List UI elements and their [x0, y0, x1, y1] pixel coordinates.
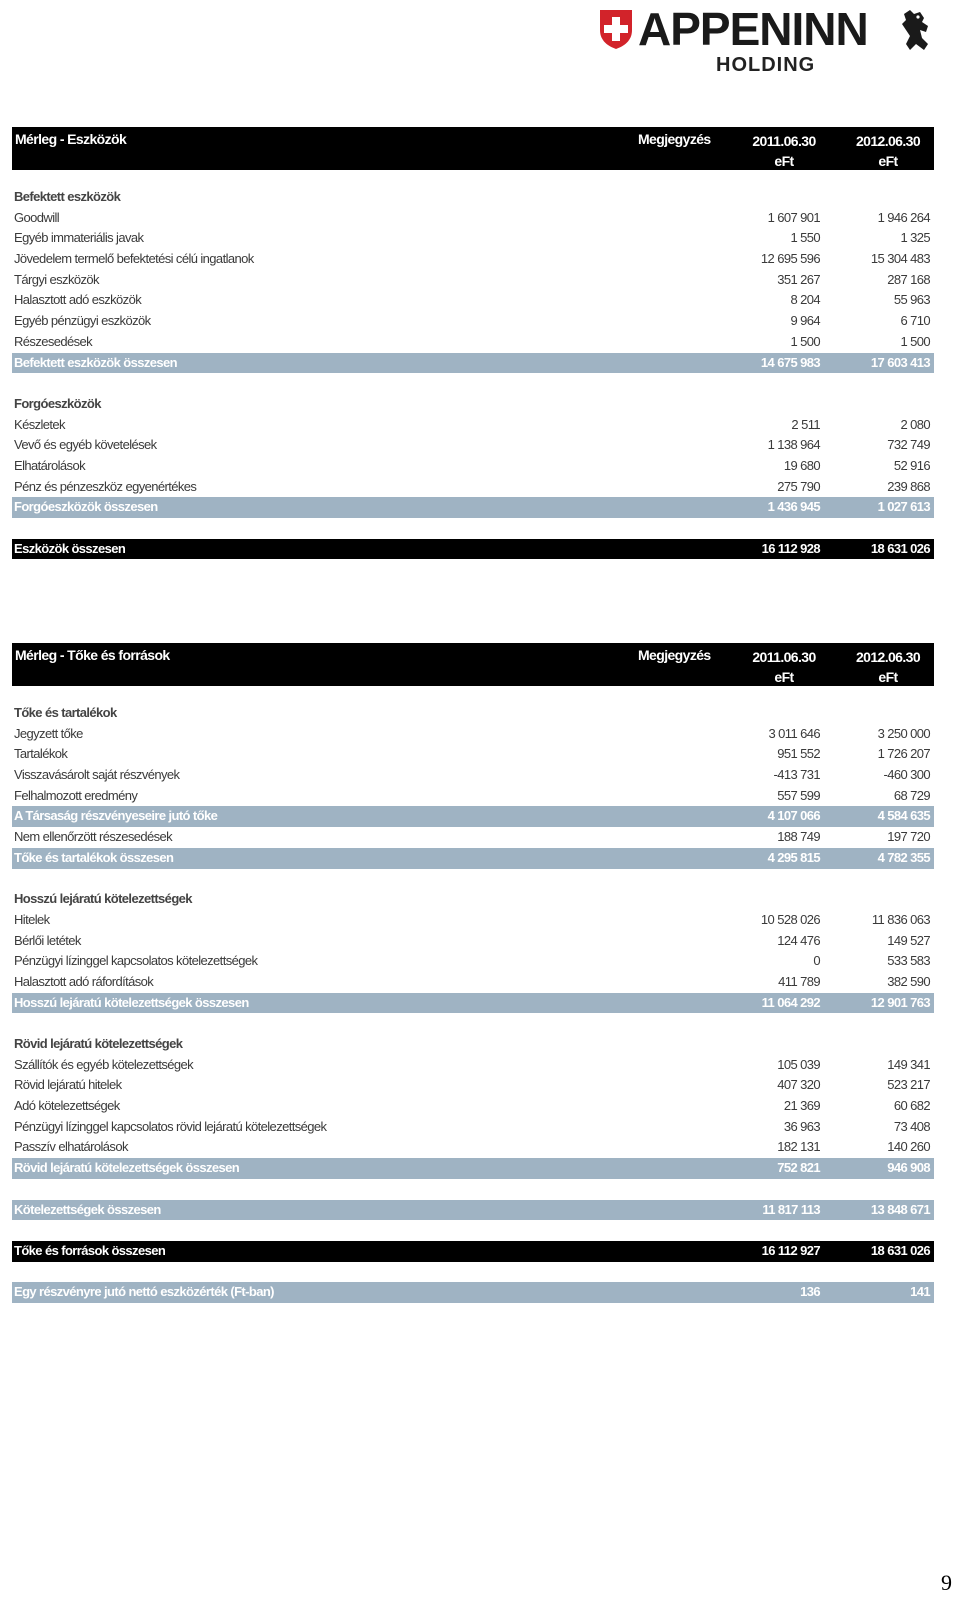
- value-2012: 52 916: [893, 457, 930, 473]
- row-label: Jegyzett tőke: [14, 725, 83, 741]
- liabilities-header: [12, 643, 934, 686]
- row-label: Tőke és tartalékok: [14, 705, 117, 720]
- row-label: Egy részvényre jutó nettó eszközérték (Ft-ban): [14, 1284, 274, 1300]
- value-2011: -413 731: [773, 767, 820, 783]
- row-label: Eszközök összesen: [14, 540, 126, 556]
- assets-title: Mérleg - Eszközök: [15, 131, 127, 147]
- row-label: Forgóeszközök összesen: [14, 499, 158, 515]
- row-label: Befektett eszközök összesen: [14, 354, 177, 370]
- row-label: Részesedések: [14, 333, 93, 349]
- value-2011: 16 112 927: [761, 1242, 820, 1258]
- subsection-heading: [12, 889, 934, 910]
- row-label: Halasztott adó ráfordítások: [14, 973, 154, 989]
- value-2012: 4 584 635: [877, 808, 930, 824]
- value-2011: 275 790: [777, 478, 820, 494]
- row-label: Tőke és tartalékok összesen: [14, 849, 174, 865]
- row-label: Jövedelem termelő befektetési célú ingatlanok: [14, 251, 254, 267]
- value-2012: 73 408: [893, 1118, 930, 1134]
- value-2012: 15 304 483: [870, 251, 930, 267]
- row-label: Tőke és források összesen: [14, 1242, 166, 1258]
- table-row: [12, 456, 934, 477]
- table-row: [12, 332, 934, 353]
- row-label: Tárgyi eszközök: [14, 271, 99, 287]
- table-row: [12, 228, 934, 249]
- balance-sheet-assets: [12, 127, 934, 559]
- table-row: [12, 249, 934, 270]
- table-row: [12, 415, 934, 436]
- row-label: Pénzügyi lízinggel kapcsolatos rövid lejáratú kötelezettségek: [14, 1118, 327, 1134]
- table-row: [12, 951, 934, 972]
- value-2012: 140 260: [887, 1139, 930, 1155]
- subtotal-row: [12, 806, 934, 827]
- row-spacer: [12, 373, 934, 394]
- value-2011: 136: [800, 1284, 820, 1300]
- value-2011: 411 789: [778, 973, 820, 989]
- row-label: Hosszú lejáratú kötelezettségek összesen: [14, 994, 249, 1010]
- value-2011: 21 369: [783, 1098, 820, 1114]
- row-label: Adó kötelezettségek: [14, 1098, 120, 1114]
- value-2012: 6 710: [900, 313, 930, 329]
- company-logo: [598, 3, 938, 78]
- column-2011-header: 2011.06.30 eFt: [752, 133, 816, 169]
- logo-wordmark: APPENINN: [638, 3, 868, 55]
- subtotal-row: [12, 848, 934, 869]
- subtotal-row: [12, 497, 934, 518]
- row-spacer: [12, 518, 934, 539]
- value-2011: 1 138 964: [767, 437, 820, 453]
- value-2011: 1 500: [790, 333, 820, 349]
- table-row: [12, 765, 934, 786]
- value-2011: 3 011 646: [768, 725, 820, 741]
- value-2011: 752 821: [777, 1160, 820, 1176]
- note-column-header: Megjegyzés: [638, 647, 711, 663]
- row-spacer: [12, 869, 934, 890]
- row-label: Visszavásárolt saját részvények: [14, 767, 180, 783]
- row-label: A Társaság részvényeseire jutó tőke: [14, 808, 218, 824]
- value-2012: 1 027 613: [877, 499, 930, 515]
- value-2012: 1 946 264: [877, 209, 930, 225]
- value-2011: 9 964: [790, 313, 820, 329]
- value-2012: 18 631 026: [870, 540, 930, 556]
- row-label: Hosszú lejáratú kötelezettségek: [14, 891, 192, 907]
- row-label: Rövid lejáratú kötelezettségek: [14, 1036, 183, 1051]
- row-label: Szállítók és egyéb kötelezettségek: [14, 1056, 194, 1072]
- value-2012: -460 300: [883, 767, 930, 783]
- value-2012: 523 217: [887, 1077, 930, 1093]
- subsection-heading: [12, 703, 934, 724]
- value-2012: 2 080: [900, 416, 930, 432]
- column-2012-header: 2012.06.30 eFt: [855, 133, 921, 169]
- value-2012: 68 729: [893, 787, 930, 803]
- value-2011: 0: [813, 953, 820, 969]
- value-2012: 239 868: [887, 478, 930, 494]
- column-2011-header: 2011.06.30 eFt: [752, 649, 816, 685]
- row-label: Nem ellenőrzött részesedések: [14, 829, 173, 845]
- row-label: Egyéb immateriális javak: [14, 230, 144, 246]
- grand-total-row: [12, 539, 934, 560]
- value-2012: 149 527: [887, 932, 930, 948]
- value-2011: 4 295 815: [767, 849, 820, 865]
- value-2012: 55 963: [893, 292, 930, 308]
- value-2012: 60 682: [893, 1098, 930, 1114]
- row-label: Befektett eszközök: [14, 189, 121, 204]
- value-2012: 946 908: [887, 1160, 930, 1176]
- row-label: Pénzügyi lízinggel kapcsolatos kötelezettségek: [14, 953, 258, 969]
- value-2011: 951 552: [777, 746, 820, 762]
- subtotal-row: [12, 1158, 934, 1179]
- value-2011: 407 320: [777, 1077, 820, 1093]
- subtotal-row: [12, 1282, 934, 1303]
- value-2012: 149 341: [887, 1056, 930, 1072]
- value-2011: 1 607 901: [767, 209, 820, 225]
- table-row: [12, 786, 934, 807]
- row-label: Kötelezettségek összesen: [14, 1201, 161, 1217]
- table-row: [12, 311, 934, 332]
- value-2012: 1 500: [900, 333, 930, 349]
- row-label: Felhalmozott eredmény: [14, 787, 138, 803]
- value-2011: 10 528 026: [760, 911, 820, 927]
- table-row: [12, 208, 934, 229]
- table-row: [12, 931, 934, 952]
- value-2011: 124 476: [777, 932, 820, 948]
- row-spacer: [12, 1220, 934, 1241]
- value-2012: 3 250 000: [877, 725, 930, 741]
- row-label: Passzív elhatárolások: [14, 1139, 128, 1155]
- table-row: [12, 972, 934, 993]
- table-row: [12, 1075, 934, 1096]
- table-row: [12, 1137, 934, 1158]
- table-row: [12, 477, 934, 498]
- value-2011: 16 112 928: [761, 540, 820, 556]
- value-2012: 11 836 063: [871, 911, 930, 927]
- row-label: Egyéb pénzügyi eszközök: [14, 313, 151, 329]
- value-2012: 1 325: [900, 230, 930, 246]
- row-label: Hitelek: [14, 911, 50, 927]
- row-label: Pénz és pénzeszköz egyenértékes: [14, 478, 197, 494]
- row-spacer: [12, 1179, 934, 1200]
- subsection-heading: [12, 187, 934, 208]
- value-2012: 12 901 763: [870, 994, 930, 1010]
- table-row: [12, 744, 934, 765]
- row-label: Rövid lejáratú kötelezettségek összesen: [14, 1160, 240, 1176]
- value-2011: 8 204: [790, 292, 820, 308]
- table-row: [12, 1096, 934, 1117]
- value-2012: 17 603 413: [870, 354, 930, 370]
- row-spacer: [12, 1262, 934, 1283]
- subsection-heading: [12, 1034, 934, 1055]
- assets-rows: [12, 187, 934, 559]
- table-row: [12, 290, 934, 311]
- value-2011: 12 695 596: [760, 251, 820, 267]
- value-2012: 287 168: [887, 271, 930, 287]
- table-row: [12, 724, 934, 745]
- logo-subtitle: HOLDING: [716, 54, 816, 76]
- value-2011: 4 107 066: [767, 808, 820, 824]
- note-column-header: Megjegyzés: [638, 131, 711, 147]
- row-label: Forgóeszközök: [14, 395, 101, 411]
- table-row: [12, 827, 934, 848]
- grand-total-row: [12, 1241, 934, 1262]
- value-2011: 1 436 945: [767, 499, 820, 515]
- row-spacer: [12, 1013, 934, 1034]
- balance-sheet-equity-liabilities: [12, 643, 934, 1303]
- value-2012: 4 782 355: [877, 849, 930, 865]
- value-2011: 14 675 983: [760, 354, 820, 370]
- value-2011: 11 064 292: [761, 994, 820, 1010]
- table-row: [12, 270, 934, 291]
- value-2011: 351 267: [777, 271, 820, 287]
- value-2011: 11 817 113: [762, 1201, 820, 1217]
- bear-crest-icon: [898, 8, 932, 52]
- table-row: [12, 1117, 934, 1138]
- liabilities-title: Mérleg - Tőke és források: [15, 647, 170, 663]
- value-2011: 1 550: [790, 230, 820, 246]
- row-label: Elhatárolások: [14, 457, 85, 473]
- row-label: Bérlői letétek: [14, 932, 81, 948]
- row-label: Készletek: [14, 416, 65, 432]
- row-label: Tartalékok: [14, 746, 68, 762]
- assets-header: [12, 127, 934, 170]
- value-2012: 13 848 671: [870, 1201, 930, 1217]
- table-row: [12, 910, 934, 931]
- subsection-heading: [12, 394, 934, 415]
- subtotal-row: [12, 1200, 934, 1221]
- value-2012: 197 720: [887, 829, 930, 845]
- row-label: Goodwill: [14, 209, 60, 225]
- value-2012: 141: [910, 1284, 930, 1300]
- swiss-cross-shield-icon: [598, 8, 634, 50]
- liabilities-rows: [12, 703, 934, 1303]
- value-2011: 36 963: [783, 1118, 820, 1134]
- value-2012: 382 590: [887, 973, 930, 989]
- table-row: [12, 1055, 934, 1076]
- value-2012: 732 749: [887, 437, 930, 453]
- value-2012: 1 726 207: [877, 746, 930, 762]
- row-label: Rövid lejáratú hitelek: [14, 1077, 122, 1093]
- value-2012: 533 583: [887, 953, 930, 969]
- subtotal-row: [12, 353, 934, 374]
- row-label: Vevő és egyéb követelések: [14, 437, 157, 453]
- value-2011: 2 511: [791, 416, 820, 432]
- value-2011: 182 131: [777, 1139, 820, 1155]
- value-2011: 19 680: [783, 457, 820, 473]
- value-2011: 105 039: [777, 1056, 820, 1072]
- row-label: Halasztott adó eszközök: [14, 292, 142, 308]
- page-number: 9: [941, 1570, 952, 1595]
- subtotal-row: [12, 993, 934, 1014]
- column-2012-header: 2012.06.30 eFt: [855, 649, 921, 685]
- table-row: [12, 435, 934, 456]
- value-2011: 188 749: [777, 829, 820, 845]
- value-2011: 557 599: [777, 787, 820, 803]
- value-2012: 18 631 026: [870, 1242, 930, 1258]
